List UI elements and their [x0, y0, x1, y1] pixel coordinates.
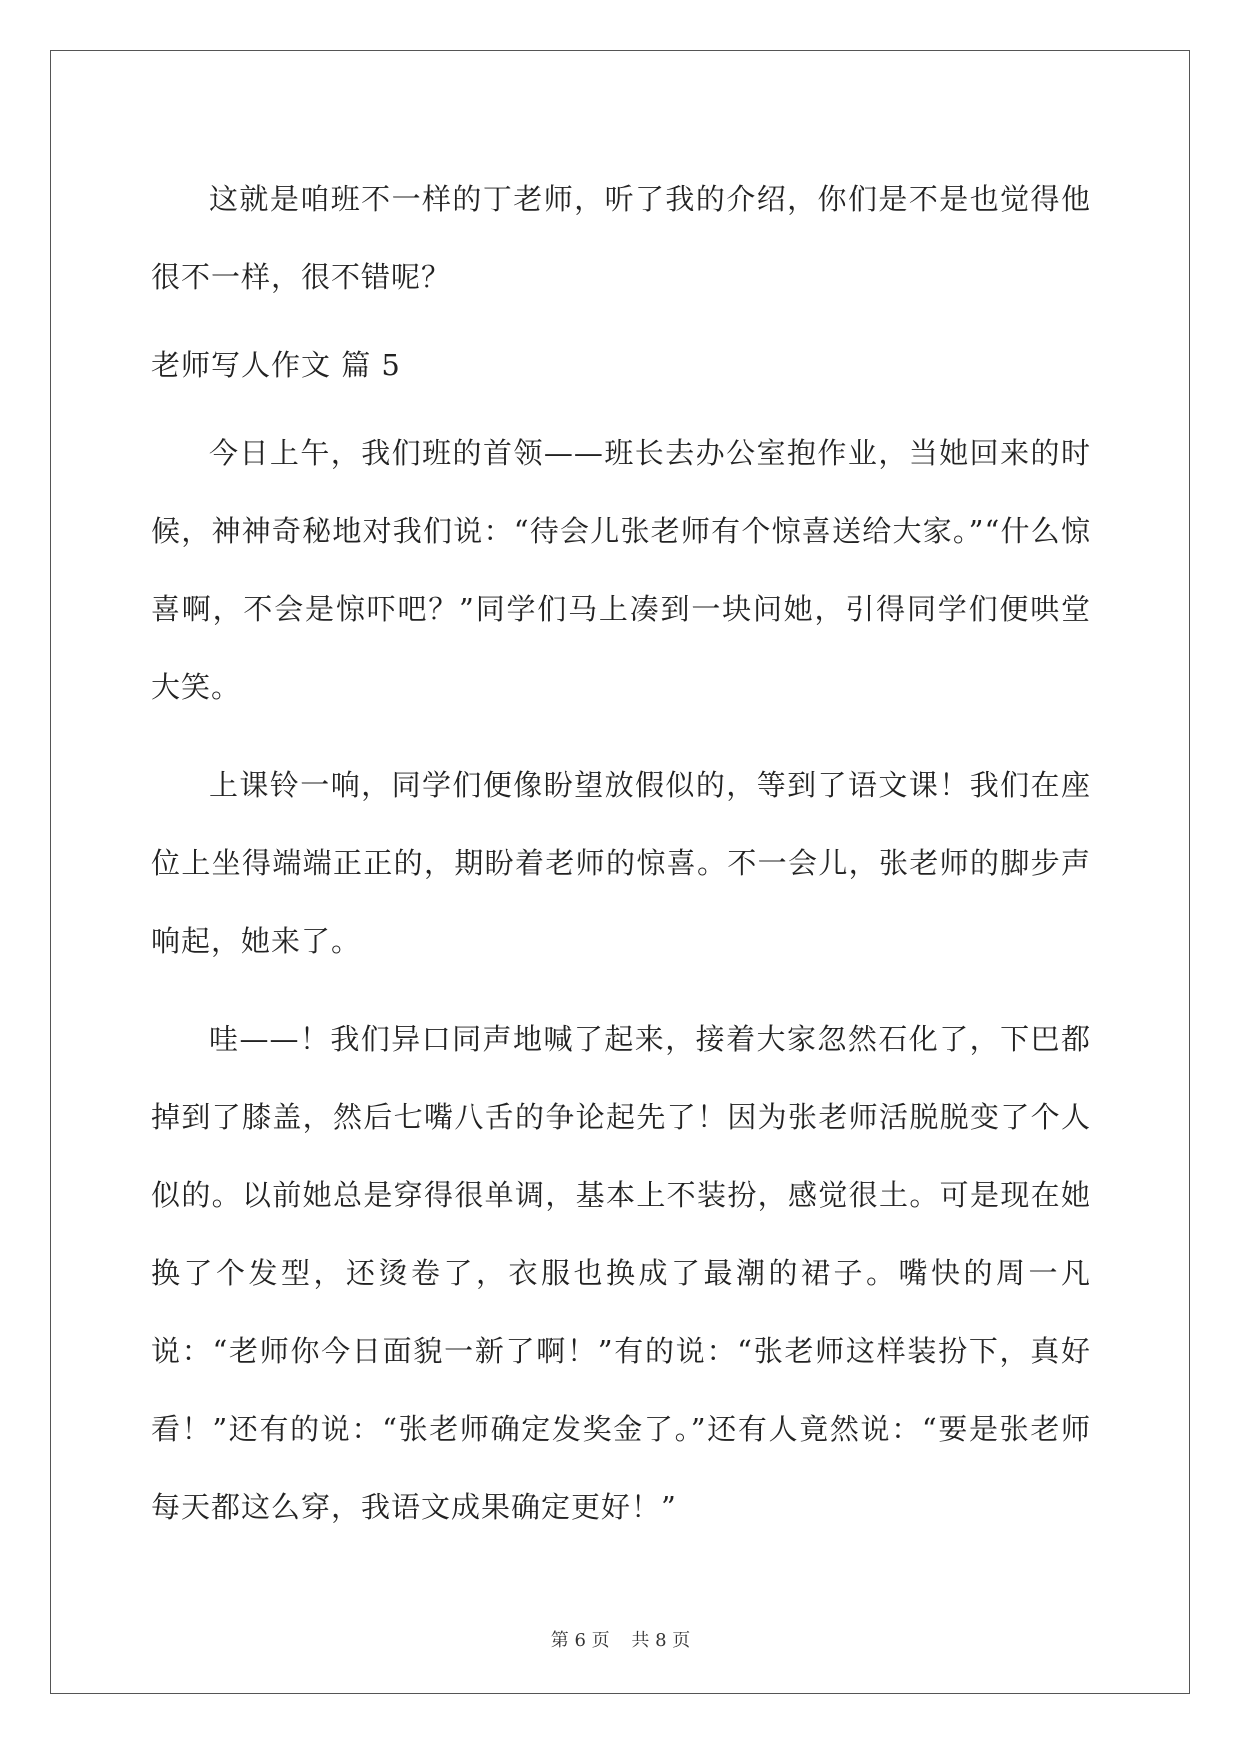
paragraph-1: 今日上午，我们班的首领——班长去办公室抱作业，当她回来的时候，神神奇秘地对我们说：“待会儿张老师有个惊喜送给大家。”“什么惊喜啊，不会是惊吓吧？”同学们马上凑到一块问她，引得同学们便哄堂大笑。: [151, 436, 1091, 704]
paragraph-intro: 这就是咱班不一样的丁老师，听了我的介绍，你们是不是也觉得他很不一样，很不错呢？: [151, 182, 1091, 294]
document-body: [151, 160, 1091, 1566]
section-title: 老师写人作文 篇 5: [151, 348, 401, 382]
paragraph-3: 哇——！我们异口同声地喊了起来，接着大家忽然石化了，下巴都掉到了膝盖，然后七嘴八舌的争论起先了！因为张老师活脱脱变了个人似的。以前她总是穿得很单调，基本上不装扮，感觉很土。可是现在她换了个发型，还烫卷了，衣服也换成了最潮的裙子。嘴快的周一凡说：“老师你今日面貌一新了啊！”有的说：“张老师这样装扮下，真好看！”还有的说：“张老师确定发奖金了。”还有人竟然说：“要是张老师每天都这么穿，我语文成果确定更好！”: [151, 1022, 1091, 1524]
paragraph-2: 上课铃一响，同学们便像盼望放假似的，等到了语文课！我们在座位上坐得端端正正的，期盼着老师的惊喜。不一会儿，张老师的脚步声响起，她来了。: [151, 768, 1091, 958]
page-number: 第 6 页: [550, 1630, 610, 1651]
page-total: 共 8 页: [631, 1630, 691, 1651]
page-footer: [0, 1626, 1241, 1652]
